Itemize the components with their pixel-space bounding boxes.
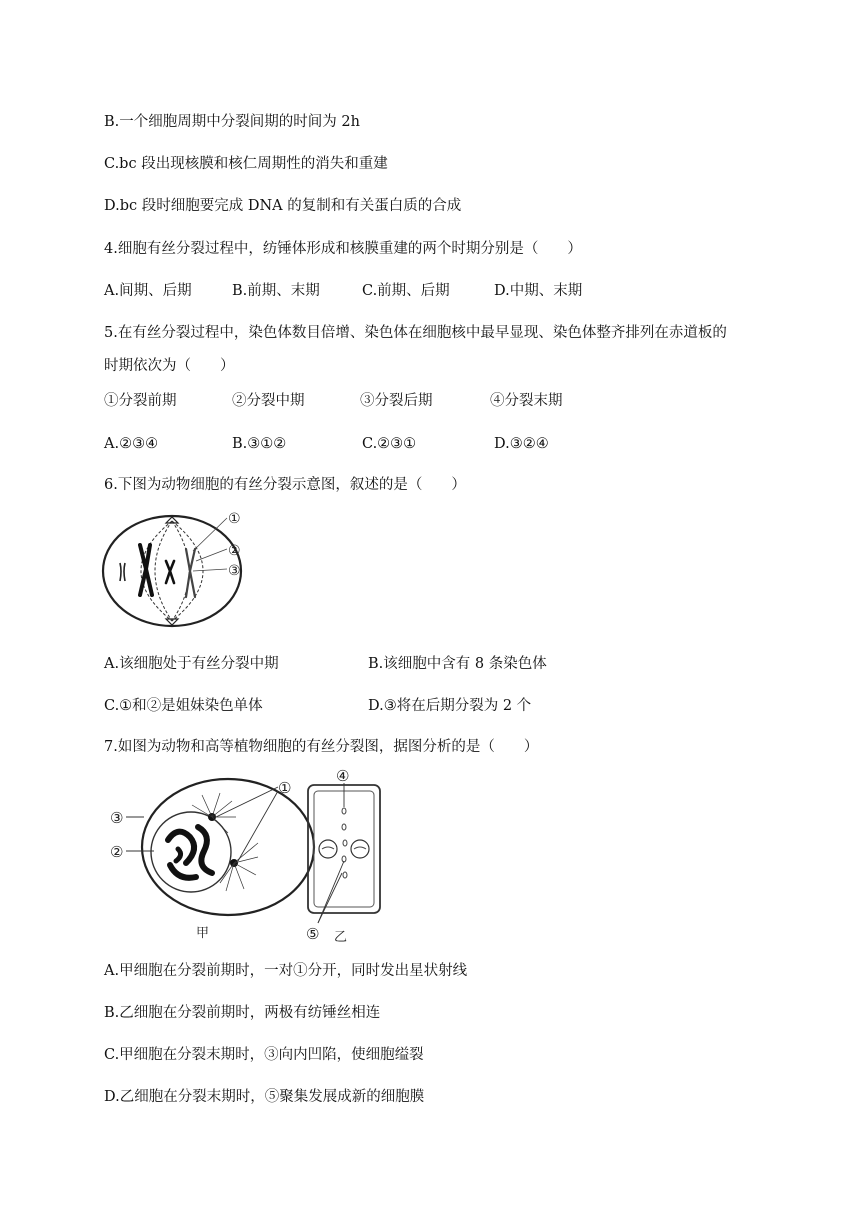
- q5-option-a: A.②③④: [104, 436, 159, 452]
- q6-option-b: B.该细胞中含有 8 条染色体: [368, 656, 547, 672]
- q5-option-d: D.③②④: [494, 436, 549, 452]
- q7-figure-label-1: ①: [278, 779, 292, 797]
- q6-stem: 6.下图为动物细胞的有丝分裂示意图，叙述的是（ ）: [104, 477, 466, 493]
- q7-option-d: D.乙细胞在分裂末期时，⑤聚集发展成新的细胞膜: [104, 1089, 425, 1105]
- q6-figure-label-3: ③: [228, 563, 241, 579]
- q3-option-c: C.bc 段出现核膜和核仁周期性的消失和重建: [104, 156, 388, 172]
- q5-stem-line2: 时期依次为（ ）: [104, 358, 235, 374]
- q5-item-4: ④分裂末期: [490, 393, 563, 409]
- q7-stem: 7.如图为动物和高等植物细胞的有丝分裂图，据图分析的是（ ）: [104, 739, 539, 755]
- q7-figure-label-2: ②: [110, 843, 124, 861]
- q4-option-c: C.前期、后期: [362, 283, 450, 299]
- q7-figure-caption-jia: 甲: [196, 926, 210, 941]
- q5-option-c: C.②③①: [362, 436, 417, 452]
- q3-option-b: B.一个细胞周期中分裂间期的时间为 2h: [104, 114, 360, 130]
- q4-option-d: D.中期、末期: [494, 283, 583, 299]
- q4-option-a: A.间期、后期: [104, 283, 192, 299]
- q3-option-d: D.bc 段时细胞要完成 DNA 的复制和有关蛋白质的合成: [104, 198, 462, 214]
- q7-figure-label-4: ④: [336, 767, 350, 785]
- q4-option-b: B.前期、末期: [232, 283, 320, 299]
- q5-item-2: ②分裂中期: [232, 393, 305, 409]
- q7-option-a: A.甲细胞在分裂前期时，一对①分开，同时发出星状射线: [104, 963, 468, 979]
- q5-item-1: ①分裂前期: [104, 393, 177, 409]
- q6-option-c: C.①和②是姐妹染色单体: [104, 698, 263, 714]
- q6-figure-label-1: ①: [228, 511, 241, 527]
- q5-stem-line1: 5.在有丝分裂过程中，染色体数目倍增、染色体在细胞核中最早显现、染色体整齐排列在赤道板的: [104, 325, 727, 341]
- q4-stem: 4.细胞有丝分裂过程中，纺锤体形成和核膜重建的两个时期分别是（ ）: [104, 241, 582, 257]
- q5-item-3: ③分裂后期: [360, 393, 433, 409]
- animal-cell-metaphase-figure: [100, 505, 260, 635]
- q6-option-d: D.③将在后期分裂为 2 个: [368, 698, 532, 714]
- q7-figure-label-5: ⑤: [306, 925, 320, 943]
- q7-figure-label-3: ③: [110, 809, 124, 827]
- q7-option-b: B.乙细胞在分裂前期时，两极有纺锤丝相连: [104, 1005, 381, 1021]
- q6-option-a: A.该细胞处于有丝分裂中期: [104, 656, 279, 672]
- q7-option-c: C.甲细胞在分裂末期时，③向内凹陷，使细胞缢裂: [104, 1047, 424, 1063]
- q5-option-b: B.③①②: [232, 436, 287, 452]
- q7-figure-caption-yi: 乙: [334, 930, 348, 945]
- animal-plant-mitosis-figure: [108, 765, 408, 947]
- q6-figure-label-2: ②: [228, 543, 241, 559]
